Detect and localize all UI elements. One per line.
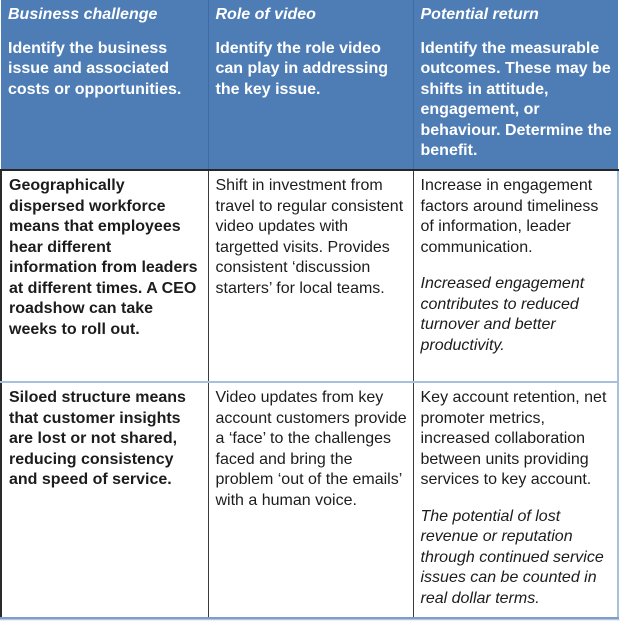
return-note-italic: Increased engagement contributes to reduced turnover and better productivity.: [420, 275, 585, 354]
page-edge-line: [0, 619, 620, 621]
return-text: Key account retention, net promoter metrics, increased collaboration between units providing services to key account.: [420, 389, 607, 488]
return-text: Increase in engagement factors around timeliness of information, leader communication.: [420, 177, 599, 256]
table-row-dispersed-workforce: [1, 170, 618, 382]
return-cell: [413, 382, 618, 619]
column-title: Role of video: [215, 6, 316, 23]
role-text: Shift in investment from travel to regular consistent video updates with targetted visits. Provides consistent ‘discussion starters’ for local teams.: [215, 177, 404, 297]
table-header-row: [1, 0, 618, 170]
challenge-text: Siloed structure means that customer insights are lost or not shared, reducing consistency and speed of service.: [9, 389, 186, 488]
column-description: Identify the measurable outcomes. These may be shifts in attitude, engagement, or behaviour. Determine the benefit.: [420, 39, 612, 159]
column-description: Identify the business issue and associated costs or opportunities.: [8, 39, 182, 98]
header-cell-role-of-video: [208, 0, 413, 170]
column-description: Identify the role video can play in addressing the key issue.: [215, 39, 388, 98]
role-cell: [208, 170, 413, 382]
challenge-cell: [1, 170, 208, 382]
challenge-cell: [1, 382, 208, 619]
challenge-text: Geographically dispersed workforce means that employees hear different information from leaders at different times. A CEO roadshow can take weeks to roll out.: [9, 177, 198, 338]
role-cell: [208, 382, 413, 619]
column-title: Business challenge: [8, 6, 158, 23]
return-note-italic: The potential of lost revenue or reputation through continued service issues can be counted in real dollar terms.: [420, 507, 604, 607]
return-cell: [413, 170, 618, 382]
role-text: Video updates from key account customers provide a ‘face’ to the challenges faced and bring the problem ‘out of the emails’ with a human voice.: [215, 389, 407, 509]
header-cell-business-challenge: [1, 0, 208, 170]
table-row-siloed-structure: [1, 382, 618, 619]
header-cell-potential-return: [413, 0, 618, 170]
column-title: Potential return: [420, 6, 539, 23]
